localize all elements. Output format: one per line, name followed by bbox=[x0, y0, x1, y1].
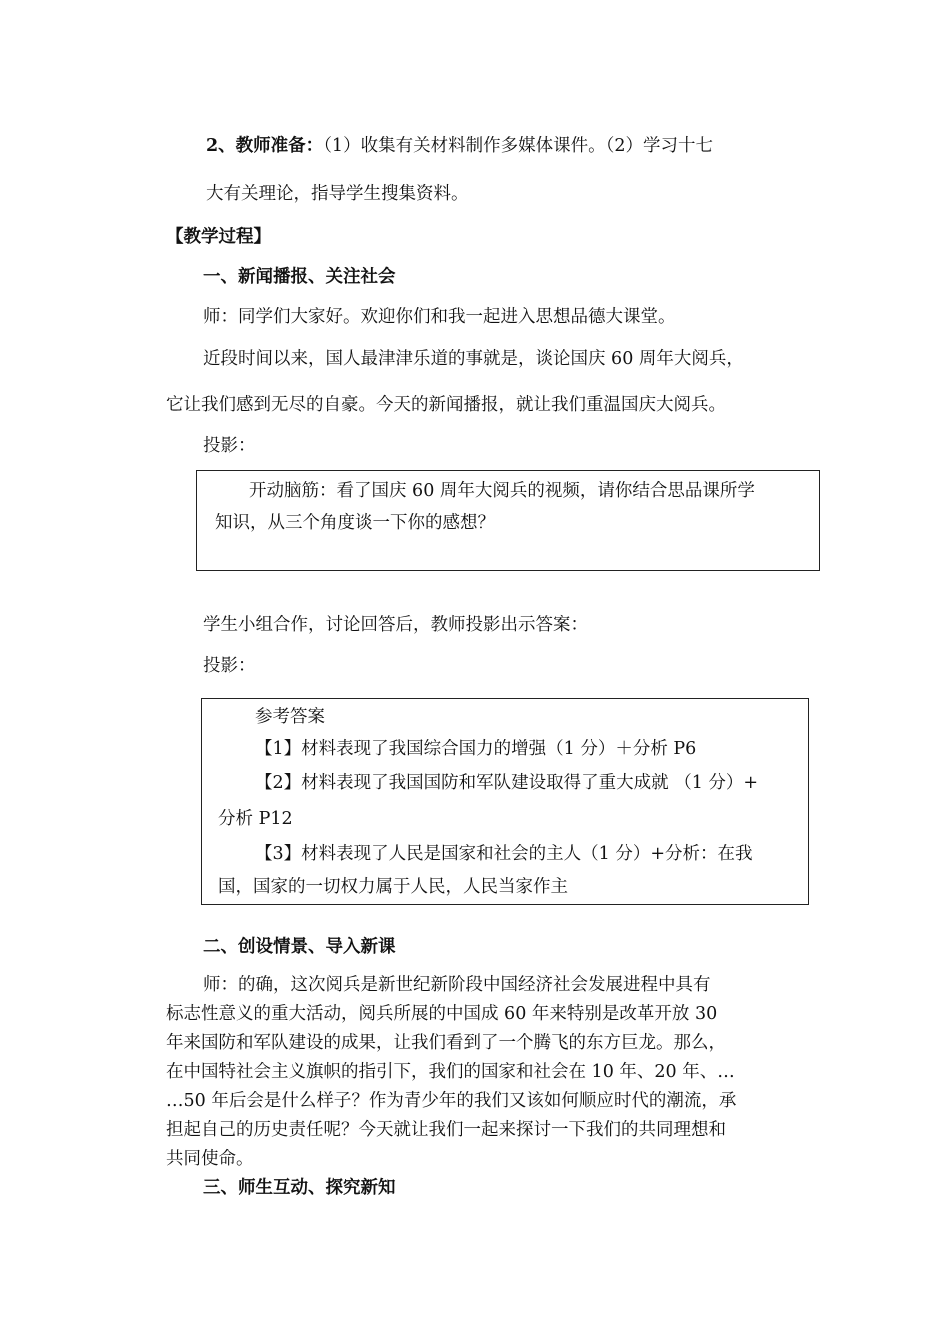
section1-heading: 一、新闻播报、关注社会 bbox=[203, 267, 396, 287]
brainstorm-line-2: 知识，从三个角度谈一下你的感想？ bbox=[215, 513, 495, 533]
section2-line-6: 担起自己的历史责任呢？今天就让我们一起来探讨一下我们的共同理想和 bbox=[166, 1120, 726, 1140]
process-heading: 【教学过程】 bbox=[166, 227, 271, 247]
answer-3a: 【3】材料表现了人民是国家和社会的主人（1 分）+分析：在我 bbox=[255, 844, 753, 864]
section2-line-5: …50 年后会是什么样子？作为青少年的我们又该如何顺应时代的潮流，承 bbox=[166, 1091, 737, 1111]
answer-2b: 分析 P12 bbox=[218, 809, 293, 829]
answers-box bbox=[201, 698, 809, 905]
section1-paragraph-2a: 近段时间以来，国人最津津乐道的事就是，谈论国庆 60 周年大阅兵， bbox=[203, 349, 744, 369]
section1-paragraph-1: 师：同学们大家好。欢迎你们和我一起进入思想品德大课堂。 bbox=[203, 307, 676, 327]
section2-heading: 二、创设情景、导入新课 bbox=[203, 937, 396, 957]
projection-label-1: 投影： bbox=[203, 436, 256, 456]
section2-line-3: 年来国防和军队建设的成果，让我们看到了一个腾飞的东方巨龙。那么， bbox=[166, 1033, 726, 1053]
prep-text-1: （1）收集有关材料制作多媒体课件。（2）学习十七 bbox=[323, 136, 713, 156]
section1-paragraph-3: 学生小组合作，讨论回答后，教师投影出示答案： bbox=[203, 615, 588, 635]
answers-title: 参考答案 bbox=[255, 707, 325, 727]
section2-line-1: 师：的确，这次阅兵是新世纪新阶段中国经济社会发展进程中具有 bbox=[203, 975, 711, 995]
answer-1: 【1】材料表现了我国综合国力的增强（1 分）＋分析 P6 bbox=[255, 739, 697, 759]
section2-line-2: 标志性意义的重大活动，阅兵所展的中国成 60 年来特别是改革开放 30 bbox=[166, 1004, 718, 1024]
answer-3b: 国，国家的一切权力属于人民，人民当家作主 bbox=[218, 877, 568, 897]
section2-line-4: 在中国特社会主义旗帜的指引下，我们的国家和社会在 10 年、20 年、… bbox=[166, 1062, 735, 1082]
section1-paragraph-2b: 它让我们感到无尽的自豪。今天的新闻播报，就让我们重温国庆大阅兵。 bbox=[166, 395, 726, 415]
prep-line-1 bbox=[206, 134, 713, 158]
prep-text-2: 大有关理论，指导学生搜集资料。 bbox=[206, 184, 469, 204]
prep-label: 2、教师准备： bbox=[206, 136, 324, 156]
brainstorm-box bbox=[196, 470, 820, 571]
brainstorm-line-1: 开动脑筋：看了国庆 60 周年大阅兵的视频，请你结合思品课所学 bbox=[249, 481, 755, 501]
answer-2a: 【2】材料表现了我国国防和军队建设取得了重大成就 （1 分）+ bbox=[255, 773, 759, 793]
projection-label-2: 投影： bbox=[203, 656, 256, 676]
section2-line-7: 共同使命。 bbox=[166, 1149, 254, 1169]
section3-heading: 三、师生互动、探究新知 bbox=[203, 1178, 396, 1198]
